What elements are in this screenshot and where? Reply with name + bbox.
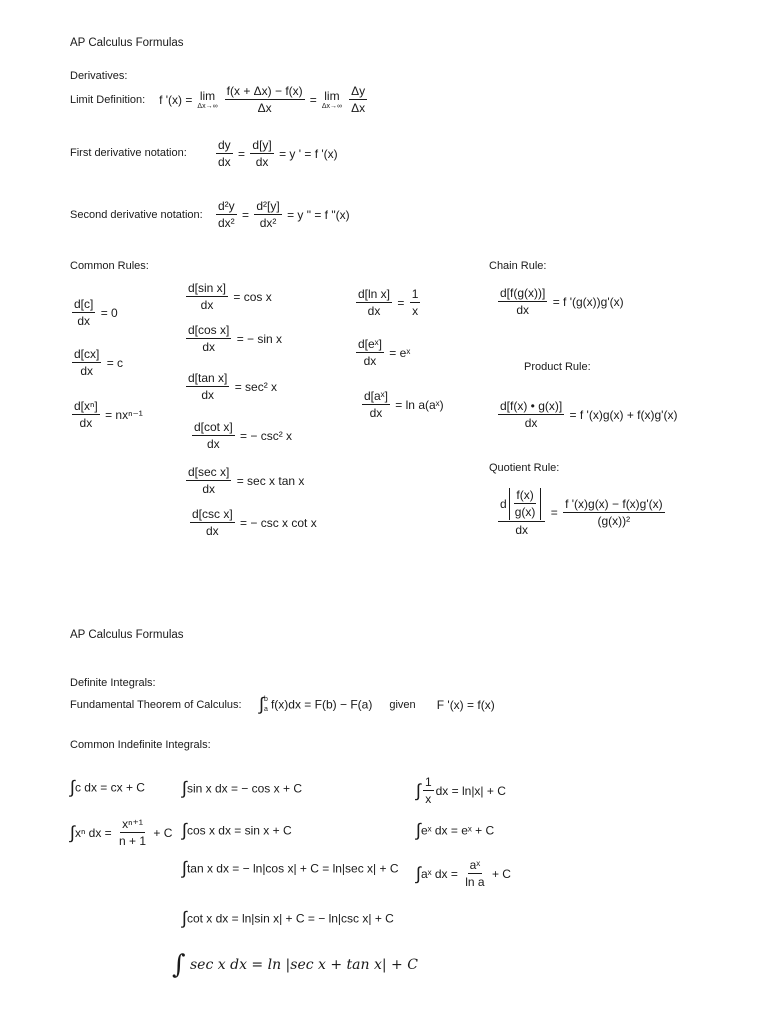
dy-bracket-fraction	[250, 138, 273, 170]
integral-power-den: n + 1	[119, 834, 147, 849]
chain-den: dx	[516, 303, 530, 318]
rule-cot-num: d[cot x]	[192, 420, 235, 436]
integral-sec-text: sec x dx = ln |sec x + tan x| + C	[190, 957, 418, 973]
integral-exp	[416, 820, 494, 841]
rule-cos-fraction	[186, 323, 231, 355]
first-deriv-rhs: = y ' = f '(x)	[279, 146, 338, 161]
rule-power	[70, 399, 143, 431]
integral-reciprocal	[416, 775, 506, 807]
d2y-bracket-fraction	[254, 199, 281, 231]
d2y-bracket-numerator: d²[y]	[254, 199, 281, 215]
product-rule-label: Product Rule:	[524, 361, 591, 373]
rule-sec-fraction	[186, 465, 231, 497]
rule-csc	[188, 507, 317, 539]
derivatives-heading: Derivatives:	[70, 70, 128, 82]
rule-ln-den: dx	[367, 304, 381, 319]
rule-tan-rhs: = sec² x	[234, 379, 278, 394]
quotient-outer-num	[498, 488, 545, 522]
quotient-inner-num: f(x)	[514, 488, 535, 504]
limit-definition-row	[70, 84, 369, 116]
integral-sign: ∫	[70, 822, 75, 843]
d2y-bracket-denominator: dx²	[259, 216, 277, 231]
rule-cx-den: dx	[80, 364, 94, 379]
rule-exp	[354, 337, 410, 369]
dy-bracket-denominator: dx	[255, 155, 269, 170]
limit-denominator-2: Δx	[351, 101, 366, 116]
ftc-label: Fundamental Theorem of Calculus:	[70, 698, 242, 711]
quotient-rule-label: Quotient Rule:	[489, 462, 560, 474]
second-deriv-eq: =	[242, 207, 250, 222]
rule-cos-num: d[cos x]	[186, 323, 231, 339]
rule-tan-num: d[tan x]	[186, 371, 229, 387]
ftc-limits	[264, 695, 268, 713]
d2y-numerator: d²y	[216, 199, 237, 215]
rule-sin-fraction	[186, 281, 228, 313]
ftc-condition: F '(x) = f(x)	[436, 697, 495, 712]
chain-rule-formula	[496, 286, 624, 318]
dy-denominator: dx	[218, 155, 231, 170]
ftc-given: given	[389, 698, 416, 711]
rule-exp-rhs: = eˣ	[389, 345, 411, 360]
rule-ln-fraction	[356, 287, 392, 319]
integral-reciprocal-rhs: dx = ln|x| + C	[435, 783, 506, 798]
rule-exp-fraction	[356, 337, 384, 369]
product-den: dx	[524, 416, 538, 431]
dy-dx-fraction	[216, 138, 233, 170]
ftc-integral-sign: ∫	[259, 694, 264, 714]
rule-constant-den: dx	[77, 314, 91, 329]
limit-lhs: f '(x) =	[159, 92, 193, 107]
rule-ln-rhs-fraction	[410, 287, 421, 319]
product-rule-formula	[496, 399, 677, 431]
rule-cot-fraction	[192, 420, 235, 452]
limit-numerator: f(x + Δx) − f(x)	[225, 84, 305, 100]
integral-sin	[182, 778, 302, 799]
product-rhs: = f '(x)g(x) + f(x)g'(x)	[569, 407, 678, 422]
ftc-upper: b	[264, 696, 268, 704]
rule-csc-fraction	[190, 507, 235, 539]
integral-cos-text: cos x dx = sin x + C	[186, 823, 292, 838]
rule-sec-den: dx	[202, 482, 216, 497]
integral-power-num: xⁿ⁺¹	[120, 817, 145, 833]
rule-power-rhs: = nxⁿ⁻¹	[105, 407, 143, 422]
quotient-rhs-num: f '(x)g(x) − f(x)g'(x)	[563, 497, 665, 513]
rule-ln-eq: =	[397, 295, 405, 310]
integral-ax	[416, 858, 511, 890]
rule-csc-rhs: = − csc x cot x	[240, 515, 317, 530]
integral-sign: ∫	[416, 863, 421, 884]
first-deriv-eq: =	[238, 146, 246, 161]
rule-ln	[354, 287, 422, 319]
second-deriv-rhs: = y " = f "(x)	[287, 207, 350, 222]
integral-tan-text: tan x dx = − ln|cos x| + C = ln|sec x| + C	[186, 861, 399, 876]
rule-cos-den: dx	[202, 340, 216, 355]
chain-fraction	[498, 286, 547, 318]
integral-sign: ∫	[70, 777, 75, 797]
ftc-row	[70, 694, 495, 715]
rule-ax-num: d[aˣ]	[362, 389, 390, 405]
ftc-expression: f(x)dx = F(b) − F(a)	[270, 697, 373, 712]
integral-exp-text: eˣ dx = eˣ + C	[420, 823, 495, 838]
lim2-block	[322, 90, 342, 110]
rule-sec-rhs: = sec x tan x	[236, 473, 305, 488]
rule-sin-rhs: = cos x	[233, 289, 272, 304]
rule-sec	[184, 465, 304, 497]
integral-sign: ∫	[416, 780, 421, 801]
integral-sign: ∫	[416, 820, 421, 840]
limit-fraction-2	[349, 84, 367, 116]
integral-ax-num: aˣ	[468, 858, 483, 874]
quotient-rhs-den: (g(x))²	[597, 514, 631, 529]
rule-cos	[184, 323, 282, 355]
common-rules-heading: Common Rules:	[70, 260, 149, 272]
integral-ax-den: ln a	[465, 875, 485, 890]
quotient-d: d	[500, 496, 507, 511]
rule-ax	[360, 389, 444, 421]
limit-denominator: Δx	[257, 101, 272, 116]
chain-rule-label: Chain Rule:	[489, 260, 547, 272]
integral-sign: ∫	[182, 778, 187, 798]
rule-ax-fraction	[362, 389, 390, 421]
d2y-fraction	[216, 199, 237, 231]
rule-ax-den: dx	[369, 406, 383, 421]
product-num: d[f(x) • g(x)]	[498, 399, 564, 415]
dy-numerator: dy	[216, 138, 233, 154]
integral-ax-lhs: aˣ dx =	[420, 866, 458, 881]
rule-sin-den: dx	[200, 298, 214, 313]
integral-reciprocal-fraction	[423, 775, 434, 807]
integral-power-rhs: + C	[153, 825, 173, 840]
chain-num: d[f(g(x))]	[498, 286, 547, 302]
d2y-denominator: dx²	[218, 216, 235, 231]
rule-constant-fraction	[72, 297, 95, 329]
integral-ax-rhs: + C	[491, 866, 511, 881]
page2-title: AP Calculus Formulas	[70, 629, 184, 641]
lim-subscript: Δx→∞	[197, 102, 218, 110]
integral-sign: ∫	[172, 950, 186, 980]
rule-ln-rhs-den: x	[412, 304, 419, 319]
rule-power-num: d[xⁿ]	[72, 399, 100, 415]
lim-block	[197, 90, 217, 110]
rule-constant-rhs: = 0	[100, 305, 118, 320]
rule-cot	[190, 420, 292, 452]
integral-constant	[70, 777, 145, 798]
rule-cos-rhs: = − sin x	[236, 331, 283, 346]
rule-ln-num: d[ln x]	[356, 287, 392, 303]
rule-sin-num: d[sin x]	[186, 281, 228, 297]
integral-sec	[172, 950, 418, 980]
rule-sec-num: d[sec x]	[186, 465, 231, 481]
indefinite-integrals-heading: Common Indefinite Integrals:	[70, 739, 211, 751]
product-fraction	[498, 399, 564, 431]
first-deriv-formula	[214, 138, 338, 170]
rule-tan-den: dx	[201, 388, 215, 403]
rule-tan	[184, 371, 277, 403]
integral-power	[70, 817, 172, 849]
rule-ln-rhs-num: 1	[410, 287, 421, 303]
rule-tan-fraction	[186, 371, 229, 403]
quotient-inner-den: g(x)	[514, 505, 536, 520]
integral-reciprocal-num: 1	[423, 775, 434, 791]
rule-cx	[70, 347, 123, 379]
rule-cx-num: d[cx]	[72, 347, 101, 363]
rule-exp-den: dx	[363, 354, 377, 369]
integral-power-lhs: xⁿ dx =	[74, 825, 112, 840]
rule-sin	[184, 281, 272, 313]
second-deriv-formula	[214, 199, 350, 231]
integral-constant-text: c dx = cx + C	[74, 780, 145, 795]
limit-equals: =	[309, 92, 317, 107]
integral-sign: ∫	[182, 820, 187, 840]
integral-power-fraction	[117, 817, 148, 849]
rule-constant	[70, 297, 118, 329]
quotient-rhs-fraction	[563, 497, 665, 529]
quotient-outer-fraction	[498, 488, 545, 537]
rule-power-den: dx	[79, 416, 93, 431]
lim2-subscript: Δx→∞	[321, 102, 342, 110]
quotient-inner-fraction	[509, 488, 542, 520]
quotient-outer-den: dx	[515, 522, 529, 537]
rule-cot-rhs: = − csc² x	[240, 428, 293, 443]
quotient-eq: =	[550, 505, 558, 520]
rule-csc-den: dx	[206, 524, 219, 539]
integral-cot	[182, 908, 394, 929]
rule-power-fraction	[72, 399, 100, 431]
rule-cx-rhs: = c	[106, 355, 124, 370]
integral-tan	[182, 858, 399, 879]
integral-cos	[182, 820, 292, 841]
page1-title: AP Calculus Formulas	[70, 37, 184, 49]
rule-csc-num: d[csc x]	[190, 507, 235, 523]
ftc-lower: a	[264, 705, 268, 713]
quotient-rule-formula	[496, 488, 667, 537]
lim2-word: lim	[324, 88, 340, 103]
integral-ax-fraction	[463, 858, 486, 890]
integral-reciprocal-den: x	[425, 792, 432, 807]
rule-exp-num: d[eˣ]	[356, 337, 384, 353]
integral-sign: ∫	[182, 858, 187, 878]
integral-sin-text: sin x dx = − cos x + C	[186, 781, 302, 796]
second-deriv-label: Second derivative notation:	[70, 209, 203, 221]
integral-cot-text: cot x dx = ln|sin x| + C = − ln|csc x| + C	[186, 911, 394, 926]
integral-sign: ∫	[182, 908, 187, 928]
lim-word: lim	[199, 88, 216, 103]
chain-rhs: = f '(g(x))g'(x)	[552, 294, 624, 309]
limit-numerator-2: Δy	[349, 84, 367, 100]
rule-cot-den: dx	[207, 437, 220, 452]
limit-definition-label: Limit Definition:	[70, 93, 146, 106]
definite-integrals-heading: Definite Integrals:	[70, 677, 156, 689]
rule-constant-num: d[c]	[72, 297, 95, 313]
first-deriv-label: First derivative notation:	[70, 147, 187, 159]
rule-cx-fraction	[72, 347, 101, 379]
limit-fraction	[225, 84, 305, 116]
rule-ax-rhs: = ln a(aˣ)	[395, 397, 444, 412]
dy-bracket-numerator: d[y]	[250, 138, 273, 154]
